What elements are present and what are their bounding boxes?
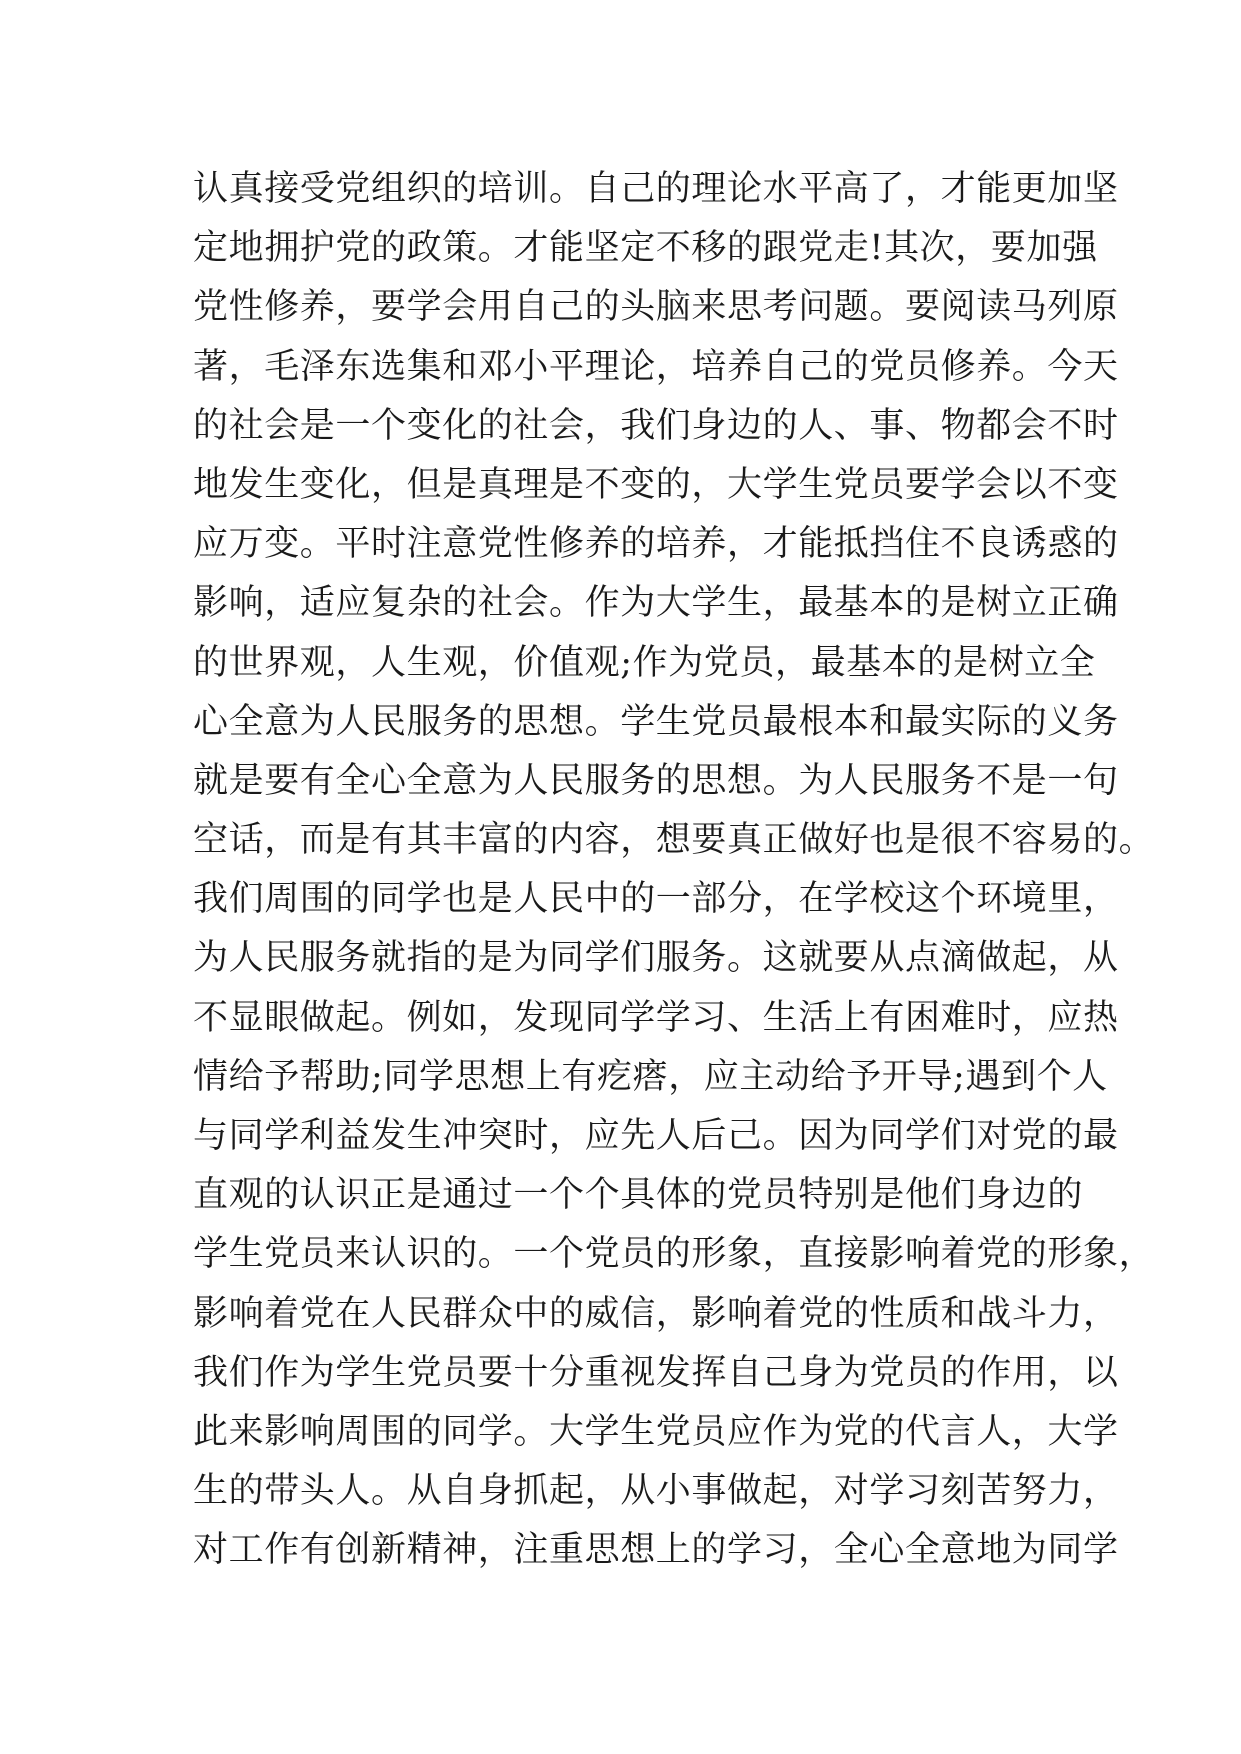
- text-line: 著，毛泽东选集和邓小平理论，培养自己的党员修养。今天: [193, 346, 1119, 387]
- text-line: 认真接受党组织的培训。自己的理论水平高了，才能更加坚: [193, 169, 1119, 209]
- text-line: 影响，适应复杂的社会。作为大学生，最基本的是树立正确: [193, 583, 1119, 624]
- text-line: 地发生变化，但是真理是不变的，大学生党员要学会以不变: [193, 464, 1119, 505]
- text-line: 对工作有创新精神，注重思想上的学习，全心全意地为同学: [193, 1530, 1119, 1571]
- text-line: 情给予帮助;同学思想上有疙瘩，应主动给予开导;遇到个人: [193, 1056, 1108, 1097]
- text-line: 与同学利益发生冲突时，应先人后己。因为同学们对党的最: [193, 1116, 1119, 1156]
- text-line: 就是要有全心全意为人民服务的思想。为人民服务不是一句: [193, 760, 1119, 801]
- text-line: 心全意为人民服务的思想。学生党员最根本和最实际的义务: [193, 701, 1119, 742]
- text-line: 定地拥护党的政策。才能坚定不移的跟党走!其次，要加强: [193, 228, 1098, 269]
- text-line: 空话，而是有其丰富的内容，想要真正做好也是很不容易的。: [193, 820, 1155, 861]
- text-line: 此来影响周围的同学。大学生党员应作为党的代言人，大学: [193, 1411, 1119, 1452]
- text-line: 为人民服务就指的是为同学们服务。这就要从点滴做起，从: [193, 938, 1119, 979]
- text-line: 直观的认识正是通过一个个具体的党员特别是他们身边的: [193, 1175, 1084, 1216]
- text-line: 的世界观，人生观，价值观;作为党员，最基本的是树立全: [193, 642, 1096, 683]
- text-line: 应万变。平时注意党性修养的培养，才能抵挡住不良诱惑的: [193, 524, 1119, 565]
- text-line: 党性修养，要学会用自己的头脑来思考问题。要阅读马列原: [193, 287, 1119, 328]
- text-line: 不显眼做起。例如，发现同学学习、生活上有困难时，应热: [193, 997, 1119, 1038]
- text-line: 生的带头人。从自身抓起，从小事做起，对学习刻苦努力，: [193, 1471, 1119, 1512]
- text-line: 我们作为学生党员要十分重视发挥自己身为党员的作用，以: [193, 1352, 1119, 1393]
- text-line: 我们周围的同学也是人民中的一部分，在学校这个环境里，: [193, 879, 1119, 920]
- text-line: 学生党员来认识的。一个党员的形象，直接影响着党的形象，: [193, 1234, 1155, 1275]
- text-line: 影响着党在人民群众中的威信，影响着党的性质和战斗力，: [193, 1293, 1119, 1334]
- text-line: 的社会是一个变化的社会，我们身边的人、事、物都会不时: [193, 405, 1119, 446]
- body-paragraph: [193, 160, 1155, 1581]
